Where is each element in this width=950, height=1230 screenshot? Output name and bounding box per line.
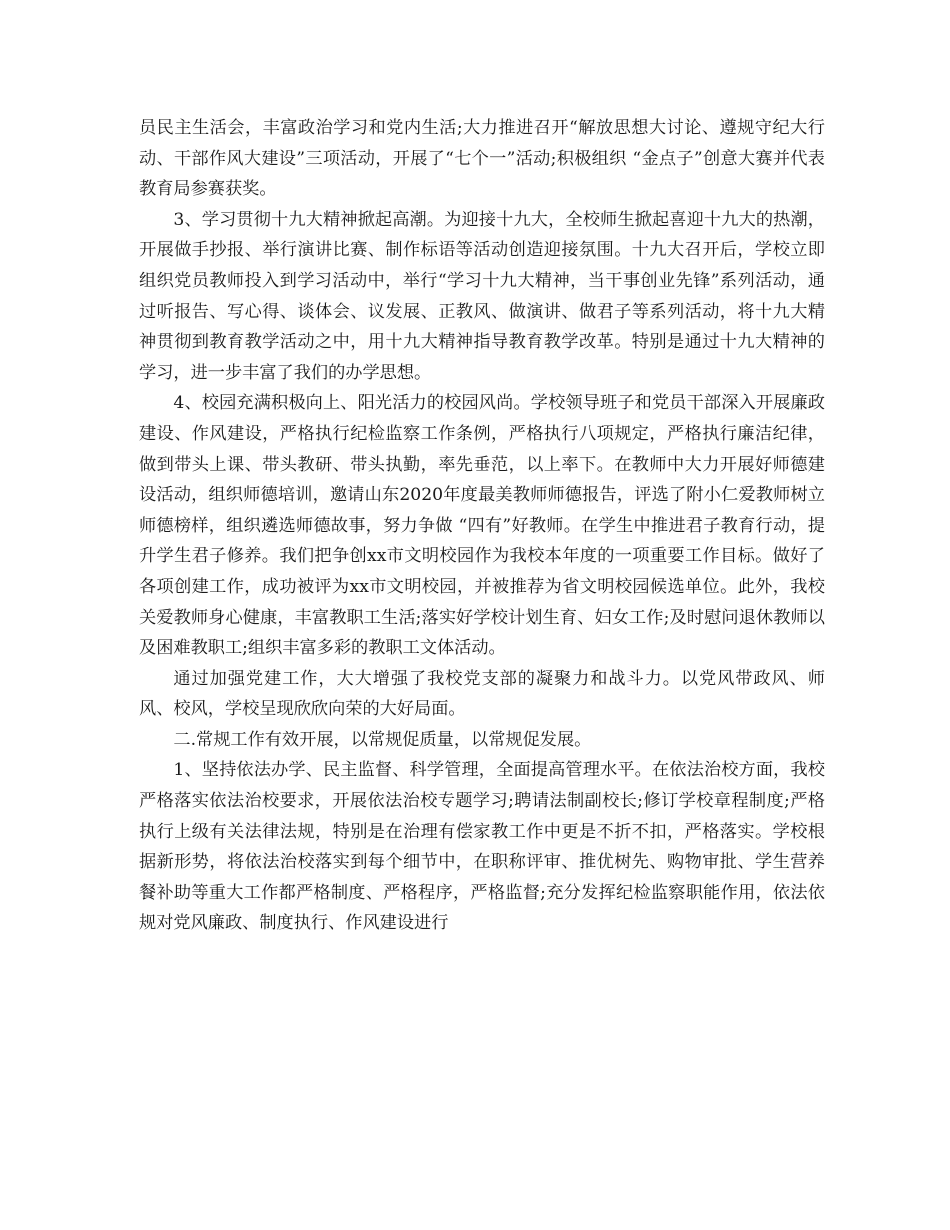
section-heading-2: 二.常规工作有效开展，以常规促质量，以常规促发展。: [173, 729, 592, 750]
paragraph-1: 员民主生活会，丰富政治学习和党内生活;大力推进召开“解放思想大讨论、遵规守纪大行动、干部作风大建设”三项活动，开展了“七个一”活动;积极组织 “金点子”创意大赛并代表教育局参赛获奖。: [139, 118, 825, 200]
document-page: [139, 113, 825, 939]
paragraph-5: 1、坚持依法办学、民主监督、科学管理，全面提高管理水平。在依法治校方面，我校严格落实依法治校要求，开展依法治校专题学习;聘请法制副校长;修订学校章程制度;严格执行上级有关法律法规，特别是在治理有偿家教工作中更是不折不扣，严格落实。学校根据新形势，将依法治校落实到每个细节中，在职称评审、推优树先、购物审批、学生营养餐补助等重大工作都严格制度、严格程序，严格监督;充分发挥纪检监察职能作用，依法依规对党风廉政、制度执行、作风建设进行: [139, 760, 825, 934]
paragraph-3: 4、校园充满积极向上、阳光活力的校园风尚。学校领导班子和党员干部深入开展廉政建设、作风建设，严格执行纪检监察工作条例，严格执行八项规定，严格执行廉洁纪律，做到带头上课、带头教研、带头执勤，率先垂范，以上率下。在教师中大力开展好师德建设活动，组织师德培训，邀请山东2020年度最美教师师德报告，评选了附小仁爱教师树立师德榜样，组织遴选师德故事，努力争做 “四有”好教师。在学生中推进君子教育行动，提升学生君子修养。我们把争创xx市文明校园作为我校本年度的一项重要工作目标。做好了各项创建工作，成功被评为xx市文明校园，并被推荐为省文明校园候选单位。此外，我校关爱教师身心健康，丰富教职工生活;落实好学校计划生育、妇女工作;及时慰问退休教师以及困难教职工;组织丰富多彩的教职工文体活动。: [139, 393, 825, 659]
paragraph-2: 3、学习贯彻十九大精神掀起高潮。为迎接十九大，全校师生掀起喜迎十九大的热潮，开展做手抄报、举行演讲比赛、制作标语等活动创造迎接氛围。十九大召开后，学校立即组织党员教师投入到学习活动中，举行“学习十九大精神，当干事创业先锋”系列活动，通过听报告、写心得、谈体会、议发展、正教风、做演讲、做君子等系列活动，将十九大精神贯彻到教育教学活动之中，用十九大精神指导教育教学改革。特别是通过十九大精神的学习，进一步丰富了我们的办学思想。: [139, 209, 825, 383]
paragraph-4: 通过加强党建工作，大大增强了我校党支部的凝聚力和战斗力。以党风带政风、师风、校风，学校呈现欣欣向荣的大好局面。: [139, 668, 825, 720]
